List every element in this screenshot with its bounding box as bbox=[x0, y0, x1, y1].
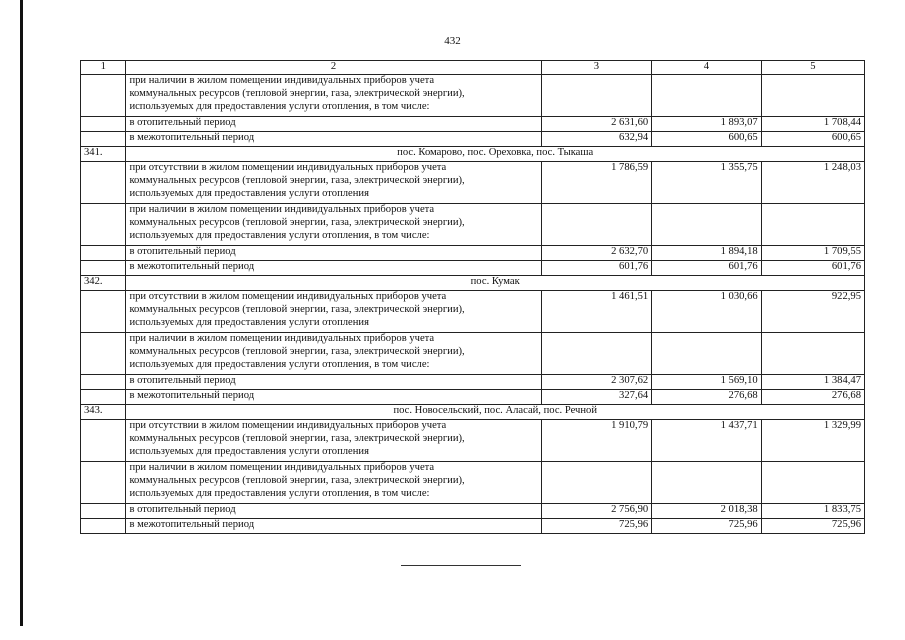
page-number: 432 bbox=[444, 35, 461, 47]
row-number: 341. bbox=[81, 146, 126, 161]
description-line: используемых для предоставления услуги отопления bbox=[129, 187, 369, 199]
rate-value-v5 bbox=[761, 74, 864, 116]
description-line: коммунальных ресурсов (тепловой энергии, газа, электрической энергии), bbox=[129, 216, 465, 228]
description-line: используемых для предоставления услуги отопления, в том числе: bbox=[129, 487, 430, 499]
description-line: коммунальных ресурсов (тепловой энергии, газа, электрической энергии), bbox=[129, 303, 465, 315]
row-number: 343. bbox=[81, 404, 126, 419]
row-number bbox=[81, 245, 126, 260]
rate-value-v4: 725,96 bbox=[652, 518, 761, 533]
description-line: в отопительный период bbox=[129, 503, 236, 515]
rate-value-v5: 1 833,75 bbox=[761, 503, 864, 518]
rate-value-v3: 1 786,59 bbox=[541, 161, 652, 203]
rate-value-v4 bbox=[652, 332, 761, 374]
column-header: 1 bbox=[81, 61, 126, 75]
rate-value-v3: 725,96 bbox=[541, 518, 652, 533]
description-line: используемых для предоставления услуги отопления, в том числе: bbox=[129, 358, 430, 370]
row-number bbox=[81, 116, 126, 131]
table-body bbox=[81, 74, 865, 533]
condition-row bbox=[81, 332, 865, 374]
condition-row bbox=[81, 419, 865, 461]
row-number bbox=[81, 260, 126, 275]
row-number bbox=[81, 518, 126, 533]
rate-value-v5: 725,96 bbox=[761, 518, 864, 533]
rate-value-v3: 2 307,62 bbox=[541, 374, 652, 389]
description-line: в отопительный период bbox=[129, 374, 236, 386]
period-row bbox=[81, 518, 865, 533]
rate-value-v4: 601,76 bbox=[652, 260, 761, 275]
rate-value-v3: 327,64 bbox=[541, 389, 652, 404]
description-line: в межотопительный период bbox=[129, 389, 255, 401]
row-description bbox=[126, 260, 541, 275]
settlement-group-row bbox=[81, 275, 865, 290]
rate-value-v3: 601,76 bbox=[541, 260, 652, 275]
row-number bbox=[81, 161, 126, 203]
row-description bbox=[126, 518, 541, 533]
rate-value-v4 bbox=[652, 74, 761, 116]
period-row bbox=[81, 131, 865, 146]
rate-value-v5: 1 709,55 bbox=[761, 245, 864, 260]
row-description bbox=[126, 419, 541, 461]
row-number bbox=[81, 389, 126, 404]
rate-value-v5: 1 248,03 bbox=[761, 161, 864, 203]
rate-value-v3: 2 631,60 bbox=[541, 116, 652, 131]
condition-row bbox=[81, 290, 865, 332]
description-line: коммунальных ресурсов (тепловой энергии, газа, электрической энергии), bbox=[129, 432, 465, 444]
row-number bbox=[81, 290, 126, 332]
rate-value-v4: 1 893,07 bbox=[652, 116, 761, 131]
description-line: используемых для предоставления услуги отопления bbox=[129, 445, 369, 457]
row-description bbox=[126, 203, 541, 245]
column-header: 5 bbox=[761, 61, 864, 75]
row-description bbox=[126, 503, 541, 518]
rate-value-v4: 1 030,66 bbox=[652, 290, 761, 332]
rate-value-v4 bbox=[652, 461, 761, 503]
description-line: при отсутствии в жилом помещении индивидуальных приборов учета bbox=[129, 161, 447, 173]
description-line: при наличии в жилом помещении индивидуальных приборов учета bbox=[129, 74, 435, 86]
description-line: при отсутствии в жилом помещении индивидуальных приборов учета bbox=[129, 290, 447, 302]
row-description bbox=[126, 116, 541, 131]
description-line: в отопительный период bbox=[129, 245, 236, 257]
settlement-title: пос. Комарово, пос. Ореховка, пос. Тыкаша bbox=[126, 146, 865, 161]
period-row bbox=[81, 374, 865, 389]
row-description bbox=[126, 74, 541, 116]
settlement-group-row bbox=[81, 146, 865, 161]
row-description bbox=[126, 290, 541, 332]
rate-value-v4 bbox=[652, 203, 761, 245]
period-row bbox=[81, 503, 865, 518]
row-number bbox=[81, 131, 126, 146]
row-description bbox=[126, 161, 541, 203]
rate-value-v3: 1 461,51 bbox=[541, 290, 652, 332]
rate-value-v3 bbox=[541, 203, 652, 245]
description-line: используемых для предоставления услуги отопления, в том числе: bbox=[129, 229, 430, 241]
rate-value-v4: 1 355,75 bbox=[652, 161, 761, 203]
rate-value-v3 bbox=[541, 461, 652, 503]
rate-value-v5: 600,65 bbox=[761, 131, 864, 146]
description-line: в межотопительный период bbox=[129, 131, 255, 143]
rate-value-v5: 1 384,47 bbox=[761, 374, 864, 389]
column-header: 2 bbox=[126, 61, 541, 75]
rate-value-v5 bbox=[761, 332, 864, 374]
rate-value-v3: 632,94 bbox=[541, 131, 652, 146]
row-number bbox=[81, 419, 126, 461]
row-description bbox=[126, 245, 541, 260]
description-line: используемых для предоставления услуги отопления, в том числе: bbox=[129, 100, 430, 112]
description-line: при наличии в жилом помещении индивидуальных приборов учета bbox=[129, 461, 435, 473]
row-number bbox=[81, 203, 126, 245]
row-number bbox=[81, 503, 126, 518]
row-description bbox=[126, 461, 541, 503]
rate-value-v4: 600,65 bbox=[652, 131, 761, 146]
description-line: в межотопительный период bbox=[129, 518, 255, 530]
rate-value-v3 bbox=[541, 332, 652, 374]
description-line: при наличии в жилом помещении индивидуальных приборов учета bbox=[129, 332, 435, 344]
column-header: 4 bbox=[652, 61, 761, 75]
rate-value-v5: 601,76 bbox=[761, 260, 864, 275]
description-line: при отсутствии в жилом помещении индивидуальных приборов учета bbox=[129, 419, 447, 431]
period-row bbox=[81, 389, 865, 404]
period-row bbox=[81, 116, 865, 131]
rate-value-v3: 1 910,79 bbox=[541, 419, 652, 461]
period-row bbox=[81, 245, 865, 260]
rate-value-v3: 2 632,70 bbox=[541, 245, 652, 260]
description-line: коммунальных ресурсов (тепловой энергии, газа, электрической энергии), bbox=[129, 87, 465, 99]
footer-rule bbox=[401, 565, 521, 566]
description-line: коммунальных ресурсов (тепловой энергии, газа, электрической энергии), bbox=[129, 345, 465, 357]
row-number bbox=[81, 374, 126, 389]
table-header-row bbox=[81, 61, 865, 75]
tariff-table bbox=[80, 60, 865, 534]
rate-value-v5: 922,95 bbox=[761, 290, 864, 332]
rate-value-v5: 276,68 bbox=[761, 389, 864, 404]
rate-value-v5 bbox=[761, 203, 864, 245]
row-number: 342. bbox=[81, 275, 126, 290]
condition-row bbox=[81, 203, 865, 245]
settlement-title: пос. Кумак bbox=[126, 275, 865, 290]
description-line: в отопительный период bbox=[129, 116, 236, 128]
condition-row bbox=[81, 74, 865, 116]
settlement-group-row bbox=[81, 404, 865, 419]
rate-value-v5: 1 329,99 bbox=[761, 419, 864, 461]
row-number bbox=[81, 332, 126, 374]
condition-row bbox=[81, 161, 865, 203]
description-line: коммунальных ресурсов (тепловой энергии, газа, электрической энергии), bbox=[129, 474, 465, 486]
settlement-title: пос. Новосельский, пос. Аласай, пос. Речной bbox=[126, 404, 865, 419]
row-number bbox=[81, 74, 126, 116]
rate-value-v4: 2 018,38 bbox=[652, 503, 761, 518]
rate-value-v5: 1 708,44 bbox=[761, 116, 864, 131]
row-description bbox=[126, 332, 541, 374]
row-number bbox=[81, 461, 126, 503]
row-description bbox=[126, 389, 541, 404]
period-row bbox=[81, 260, 865, 275]
rate-value-v4: 1 569,10 bbox=[652, 374, 761, 389]
scan-edge-bar bbox=[20, 0, 23, 626]
row-description bbox=[126, 374, 541, 389]
rate-value-v4: 1 894,18 bbox=[652, 245, 761, 260]
row-description bbox=[126, 131, 541, 146]
description-line: коммунальных ресурсов (тепловой энергии, газа, электрической энергии), bbox=[129, 174, 465, 186]
rate-value-v5 bbox=[761, 461, 864, 503]
rate-value-v3: 2 756,90 bbox=[541, 503, 652, 518]
description-line: используемых для предоставления услуги отопления bbox=[129, 316, 369, 328]
description-line: при наличии в жилом помещении индивидуальных приборов учета bbox=[129, 203, 435, 215]
column-header: 3 bbox=[541, 61, 652, 75]
rate-value-v4: 1 437,71 bbox=[652, 419, 761, 461]
condition-row bbox=[81, 461, 865, 503]
description-line: в межотопительный период bbox=[129, 260, 255, 272]
rate-value-v3 bbox=[541, 74, 652, 116]
rate-value-v4: 276,68 bbox=[652, 389, 761, 404]
